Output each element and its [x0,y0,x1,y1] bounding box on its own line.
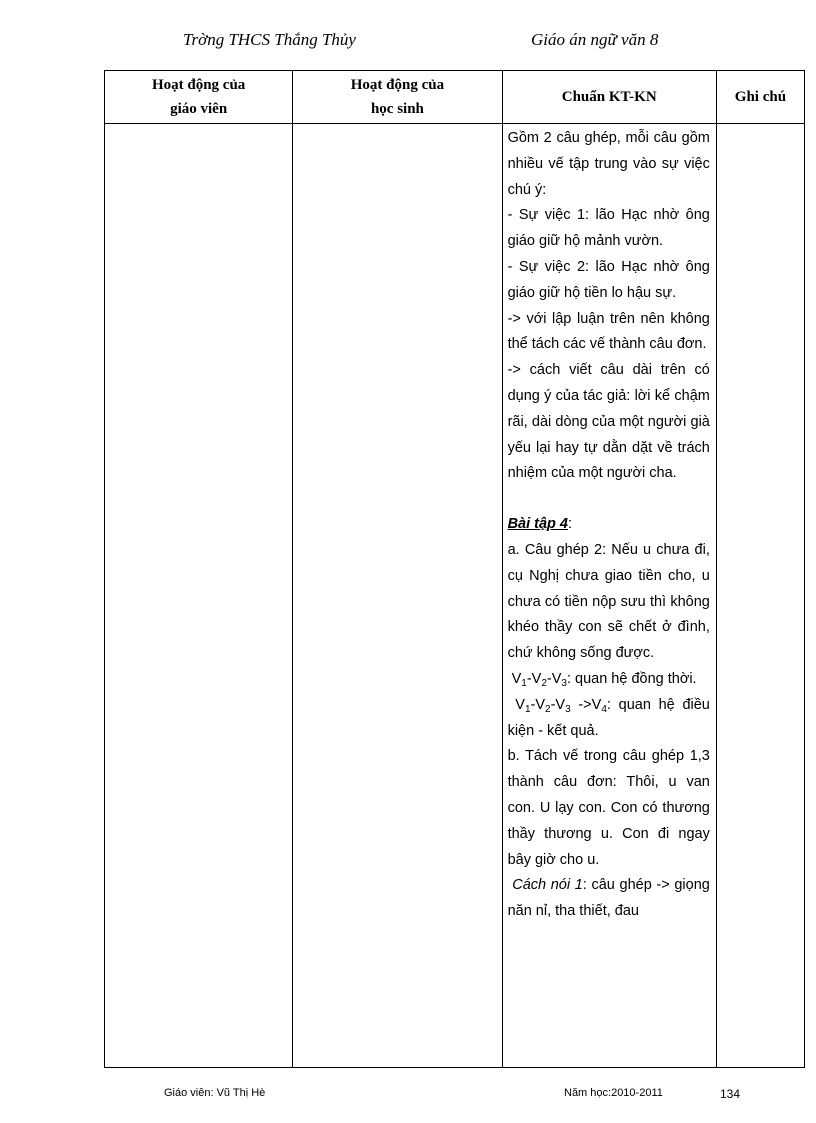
kt-paragraph: -> với lập luận trên nên không thể tách các vế thành câu đơn. [507,310,710,353]
formula-sub: 3 [561,677,567,689]
formula-text: : quan hệ đồng thời. [566,670,697,687]
subject-title: Giáo án ngữ văn 8 [531,30,659,49]
formula-v: -V [530,696,546,713]
header-teacher-line2: giáo viên [170,101,228,117]
exercise-title: Bài tập 4 [507,516,568,533]
formula-sub: 1 [524,703,531,715]
header-student-line2: học sinh [370,101,424,117]
teacher-activity-cell [105,124,293,1068]
header-teacher-activity [105,71,293,124]
header-standard: Chuẩn KT-KN [502,71,716,124]
kt-paragraph: Gồm 2 câu ghép, mỗi câu gồm nhiều vế tập trung vào sự việc chú ý: [507,130,710,198]
standard-cell [502,124,716,1068]
formula-sub: 3 [565,703,571,715]
kt-paragraph: -> cách viết câu dài trên có dụng ý của tác giả: lời kể chậm rãi, dài dòng của một người già yếu lại hay tự dằn dặt về trách nhiệm của một người cha. [507,362,710,482]
formula-v: V [511,670,522,687]
formula-sub: 2 [541,677,547,689]
formula-v: V [515,696,525,713]
student-activity-cell [293,124,502,1068]
formula-v: ->V [570,696,602,713]
speech-style-text: : câu ghép -> giọng năn nỉ, tha thiết, đau [507,877,710,920]
kt-paragraph: b. Tách vế trong câu ghép 1,3 thành câu đơn: Thôi, u van con. U lạy con. Con có thương thầy thương u. Con đi ngay bây giờ cho u. [507,748,710,868]
kt-formula-2 [508,693,710,745]
kt-paragraph: - Sự việc 1: lão Hạc nhờ ông giáo giữ hộ mảnh vườn. [507,207,710,250]
formula-v: -V [550,696,566,713]
exercise-colon: : [568,516,573,533]
header-student-activity [293,71,502,124]
school-name: Trờng THCS Thắng Thủy [183,30,356,49]
formula-sub: 2 [545,703,551,715]
header-teacher-line1: Hoạt động của [151,77,246,93]
header-student-line1: Hoạt động của [350,77,445,93]
page-number: 134 [720,1087,741,1101]
kt-paragraph: - Sự việc 2: lão Hạc nhờ ông giáo giữ hộ tiền lo hậu sự. [507,258,710,301]
notes-cell [716,124,804,1068]
exercise-heading [508,512,710,538]
speech-style-label: Cách nói 1 [512,877,583,894]
header-notes: Ghi chú [716,71,804,124]
formula-text: : quan hệ điều kiện - kết quả. [507,696,710,739]
footer-teacher: Giáo viên: Vũ Thị Hè [164,1087,266,1099]
table-header-row [105,71,805,124]
lesson-plan-table [104,70,805,1068]
formula-sub: 1 [521,677,527,689]
formula-sub: 4 [601,703,607,715]
kt-formula-1 [508,667,710,693]
formula-v: -V [526,670,542,687]
kt-paragraph-last [508,873,710,925]
kt-paragraph: a. Câu ghép 2: Nếu u chưa đi, cụ Nghị chưa giao tiền cho, u chưa có tiền nộp sưu thì không khéo thầy con sẽ chết ở đình, chứ không sống được. [507,541,710,662]
table-row [105,124,805,1068]
spacer [508,487,710,512]
footer-school-year: Năm học:2010-2011 [564,1087,663,1099]
formula-v: -V [546,670,562,687]
